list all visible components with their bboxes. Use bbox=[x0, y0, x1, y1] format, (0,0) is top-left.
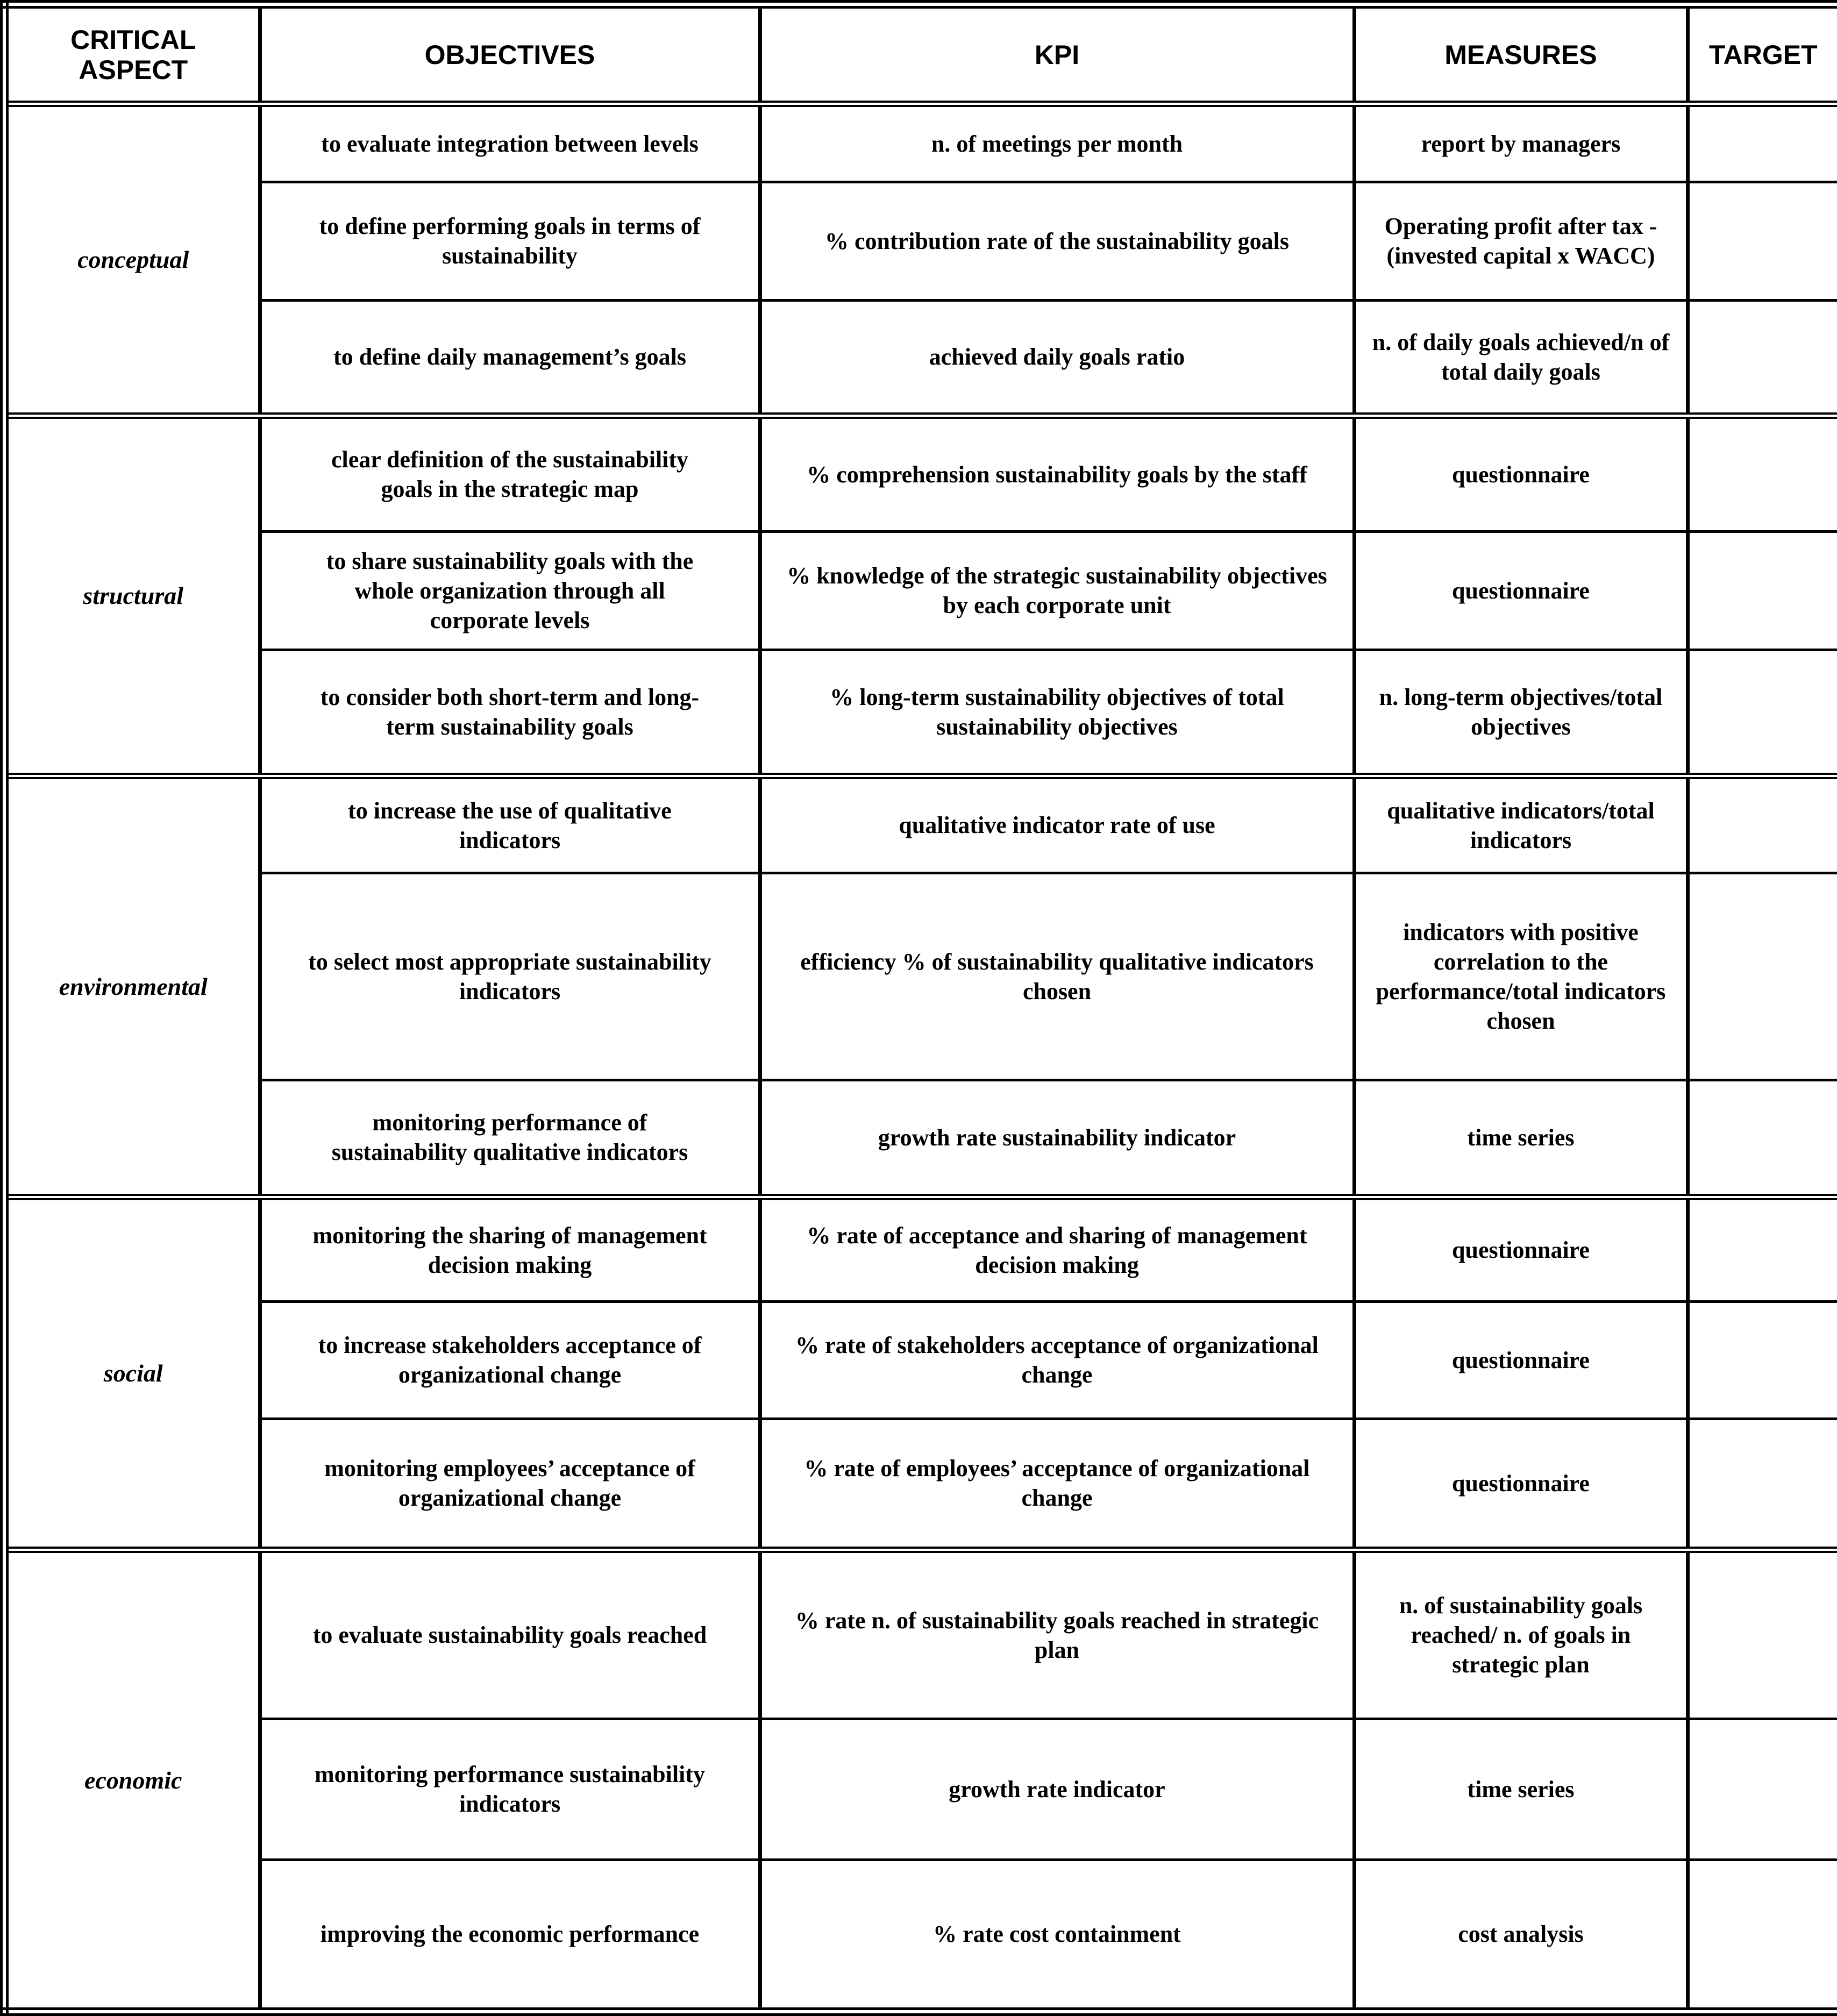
target-cell bbox=[1688, 1080, 1837, 1197]
column-header-target: TARGET bbox=[1688, 4, 1837, 104]
kpi-cell: growth rate indicator bbox=[760, 1719, 1354, 1860]
kpi-cell: % contribution rate of the sustainability goals bbox=[760, 182, 1354, 300]
aspect-cell: economic bbox=[4, 1550, 260, 2012]
table-row bbox=[4, 300, 1837, 416]
kpi-cell: % rate of stakeholders acceptance of organizational change bbox=[760, 1301, 1354, 1419]
target-cell bbox=[1688, 531, 1837, 650]
target-cell bbox=[1688, 416, 1837, 531]
measure-cell: questionnaire bbox=[1354, 1197, 1688, 1301]
objective-cell: to increase the use of qualitative indicators bbox=[260, 776, 760, 873]
aspect-cell: environmental bbox=[4, 776, 260, 1197]
column-header-critical-aspect: CRITICAL ASPECT bbox=[4, 4, 260, 104]
measure-cell: time series bbox=[1354, 1719, 1688, 1860]
table-row bbox=[4, 776, 1837, 873]
table-row bbox=[4, 104, 1837, 182]
objective-cell: to define daily management’s goals bbox=[260, 300, 760, 416]
objective-cell: to select most appropriate sustainability indicators bbox=[260, 873, 760, 1080]
measure-cell: n. of daily goals achieved/n of total daily goals bbox=[1354, 300, 1688, 416]
target-cell bbox=[1688, 182, 1837, 300]
measure-cell: Operating profit after tax - (invested capital x WACC) bbox=[1354, 182, 1688, 300]
kpi-cell: % rate n. of sustainability goals reached in strategic plan bbox=[760, 1550, 1354, 1719]
table-row bbox=[4, 1550, 1837, 1719]
aspect-cell: social bbox=[4, 1197, 260, 1550]
objective-cell: to evaluate integration between levels bbox=[260, 104, 760, 182]
table-row bbox=[4, 1719, 1837, 1860]
measure-cell: n. long-term objectives/total objectives bbox=[1354, 650, 1688, 776]
measure-cell: time series bbox=[1354, 1080, 1688, 1197]
table-row bbox=[4, 650, 1837, 776]
table-header bbox=[4, 4, 1837, 104]
table-row bbox=[4, 1197, 1837, 1301]
column-header-kpi: KPI bbox=[760, 4, 1354, 104]
section-structural bbox=[4, 416, 1837, 776]
target-cell bbox=[1688, 1860, 1837, 2012]
target-cell bbox=[1688, 1197, 1837, 1301]
target-cell bbox=[1688, 1550, 1837, 1719]
kpi-cell: % knowledge of the strategic sustainability objectives by each corporate unit bbox=[760, 531, 1354, 650]
kpi-cell: qualitative indicator rate of use bbox=[760, 776, 1354, 873]
target-cell bbox=[1688, 1301, 1837, 1419]
aspect-cell: conceptual bbox=[4, 104, 260, 416]
aspect-cell: structural bbox=[4, 416, 260, 776]
target-cell bbox=[1688, 1719, 1837, 1860]
objective-cell: monitoring employees’ acceptance of organizational change bbox=[260, 1419, 760, 1550]
objective-cell: to define performing goals in terms of sustainability bbox=[260, 182, 760, 300]
target-cell bbox=[1688, 650, 1837, 776]
measure-cell: qualitative indicators/total indicators bbox=[1354, 776, 1688, 873]
objective-cell: to consider both short-term and long-term sustainability goals bbox=[260, 650, 760, 776]
section-economic bbox=[4, 1550, 1837, 2012]
kpi-cell: achieved daily goals ratio bbox=[760, 300, 1354, 416]
target-cell bbox=[1688, 104, 1837, 182]
section-social bbox=[4, 1197, 1837, 1550]
objective-cell: monitoring performance sustainability indicators bbox=[260, 1719, 760, 1860]
column-header-measures: MEASURES bbox=[1354, 4, 1688, 104]
target-cell bbox=[1688, 1419, 1837, 1550]
kpi-cell: growth rate sustainability indicator bbox=[760, 1080, 1354, 1197]
kpi-cell: % comprehension sustainability goals by the staff bbox=[760, 416, 1354, 531]
objective-cell: to evaluate sustainability goals reached bbox=[260, 1550, 760, 1719]
kpi-cell: % rate of employees’ acceptance of organizational change bbox=[760, 1419, 1354, 1550]
measure-cell: cost analysis bbox=[1354, 1860, 1688, 2012]
kpi-cell: efficiency % of sustainability qualitative indicators chosen bbox=[760, 873, 1354, 1080]
table-row bbox=[4, 416, 1837, 531]
objective-cell: to share sustainability goals with the whole organization through all corporate levels bbox=[260, 531, 760, 650]
target-cell bbox=[1688, 873, 1837, 1080]
objective-cell: improving the economic performance bbox=[260, 1860, 760, 2012]
target-cell bbox=[1688, 776, 1837, 873]
measure-cell: indicators with positive correlation to the performance/total indicators chosen bbox=[1354, 873, 1688, 1080]
section-environmental bbox=[4, 776, 1837, 1197]
objective-cell: monitoring the sharing of management decision making bbox=[260, 1197, 760, 1301]
table-row bbox=[4, 873, 1837, 1080]
table-row bbox=[4, 531, 1837, 650]
section-conceptual bbox=[4, 104, 1837, 416]
measure-cell: n. of sustainability goals reached/ n. of goals in strategic plan bbox=[1354, 1550, 1688, 1719]
objective-cell: clear definition of the sustainability goals in the strategic map bbox=[260, 416, 760, 531]
measure-cell: questionnaire bbox=[1354, 1301, 1688, 1419]
objective-cell: to increase stakeholders acceptance of organizational change bbox=[260, 1301, 760, 1419]
measure-cell: questionnaire bbox=[1354, 531, 1688, 650]
table-row bbox=[4, 1419, 1837, 1550]
objective-cell: monitoring performance of sustainability qualitative indicators bbox=[260, 1080, 760, 1197]
kpi-cell: n. of meetings per month bbox=[760, 104, 1354, 182]
table-row bbox=[4, 1080, 1837, 1197]
kpi-cell: % rate of acceptance and sharing of management decision making bbox=[760, 1197, 1354, 1301]
table-row bbox=[4, 1301, 1837, 1419]
column-header-objectives: OBJECTIVES bbox=[260, 4, 760, 104]
header-row bbox=[4, 4, 1837, 104]
table-row bbox=[4, 182, 1837, 300]
measure-cell: questionnaire bbox=[1354, 416, 1688, 531]
measure-cell: questionnaire bbox=[1354, 1419, 1688, 1550]
measure-cell: report by managers bbox=[1354, 104, 1688, 182]
kpi-cell: % rate cost containment bbox=[760, 1860, 1354, 2012]
table-row bbox=[4, 1860, 1837, 2012]
kpi-cell: % long-term sustainability objectives of total sustainability objectives bbox=[760, 650, 1354, 776]
target-cell bbox=[1688, 300, 1837, 416]
